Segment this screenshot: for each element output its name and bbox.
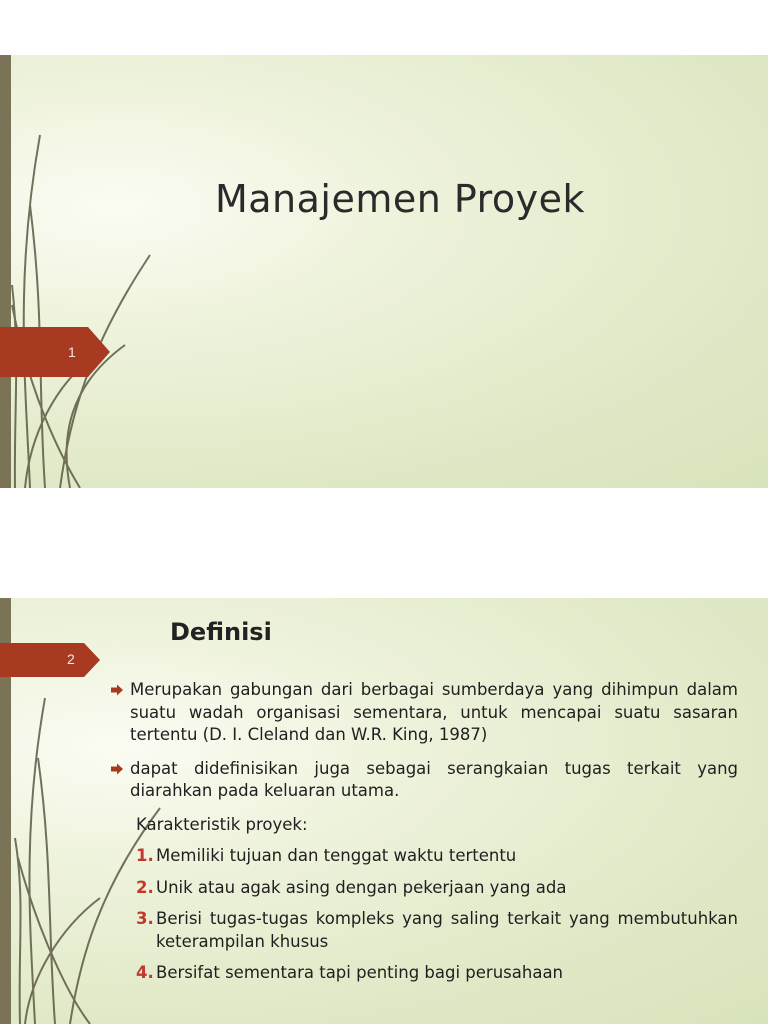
list-item bbox=[108, 845, 738, 868]
list-item bbox=[108, 877, 738, 900]
slide-title: Definisi bbox=[170, 618, 272, 646]
slide-1 bbox=[0, 55, 768, 488]
bullet-text: Merupakan gabungan dari berbagai sumberdaya yang dihimpun dalam suatu wadah organisasi sementara, untuk mencapai suatu sasaran tertentu (D. I. Cleland dan W.R. King, 1987) bbox=[130, 680, 738, 744]
bullet-item bbox=[108, 758, 738, 803]
bullet-text: dapat didefinisikan juga sebagai serangkaian tugas terkait yang diarahkan pada keluaran utama. bbox=[130, 758, 738, 800]
list-number: 2. bbox=[136, 877, 154, 897]
grass-decoration bbox=[0, 55, 260, 488]
slide-title: Manajemen Proyek bbox=[214, 177, 586, 221]
arrow-bullet-icon bbox=[110, 762, 124, 776]
list-number: 1. bbox=[136, 846, 154, 865]
bullet-item bbox=[108, 679, 738, 747]
arrow-bullet-icon bbox=[110, 683, 124, 697]
list-item bbox=[108, 908, 738, 953]
slide-number: 1 bbox=[68, 344, 76, 360]
slide-content bbox=[108, 679, 738, 994]
left-bar bbox=[0, 55, 11, 488]
list-item bbox=[108, 962, 738, 985]
list-number: 3. bbox=[136, 909, 154, 928]
sub-heading: Karakteristik proyek: bbox=[136, 814, 308, 834]
list-text: Unik atau agak asing dengan pekerjaan yang ada bbox=[156, 877, 567, 897]
list-text: Berisi tugas-tugas kompleks yang saling terkait yang membutuhkan keterampilan khusus bbox=[156, 909, 738, 951]
list-text: Bersifat sementara tapi penting bagi perusahaan bbox=[156, 963, 564, 982]
slide-number-tag bbox=[0, 643, 102, 677]
slide-2 bbox=[0, 598, 768, 1024]
slide-number-tag bbox=[0, 327, 112, 377]
slide-number: 2 bbox=[67, 651, 75, 667]
list-number: 4. bbox=[136, 963, 154, 982]
list-text: Memiliki tujuan dan tenggat waktu tertentu bbox=[156, 846, 517, 865]
